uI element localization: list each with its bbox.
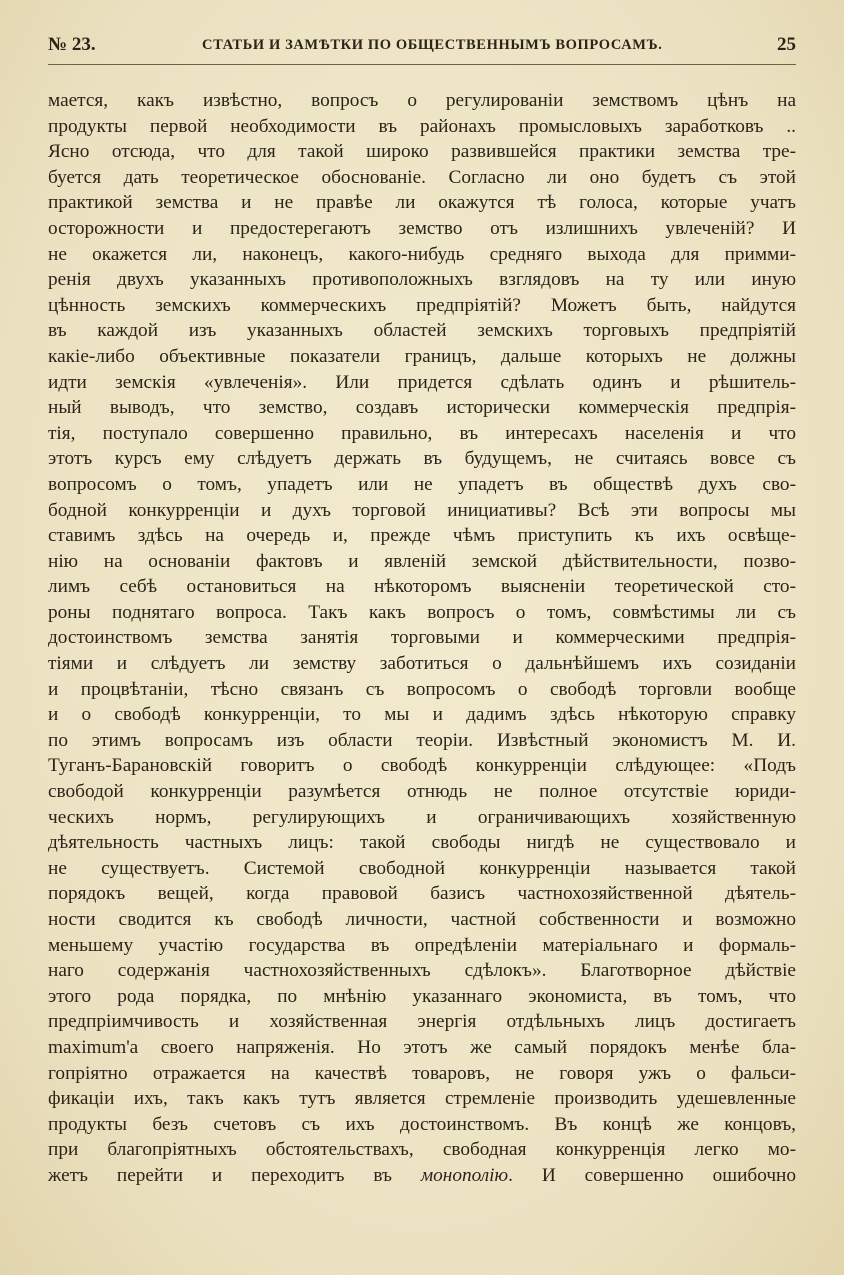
text-line: какіе-либо объективные показатели границъ, дальше которыхъ не должны bbox=[48, 345, 796, 367]
text-line: по этимъ вопросамъ изъ области теоріи. Извѣстный экономистъ М. И. bbox=[48, 729, 796, 751]
text-line: при благопріятныхъ обстоятельствахъ, свободная конкурренція легко мо- bbox=[48, 1139, 796, 1161]
text-line: ставимъ здѣсь на очередь и, прежде чѣмъ приступить къ ихъ освѣще- bbox=[48, 525, 796, 547]
text-line: гопріятно отражается на качествѣ товаровъ, не говоря ужъ о фальси- bbox=[48, 1062, 796, 1084]
text-line: свободой конкурренціи разумѣется отнюдь не полное отсутствіе юриди- bbox=[48, 781, 796, 803]
text-line-start: жетъ перейти и переходитъ въ bbox=[48, 1164, 421, 1186]
running-title: СТАТЬИ И ЗАМѢТКИ ПО ОБЩЕСТВЕННЫМЪ ВОПРОСАМЪ. bbox=[202, 37, 663, 53]
text-line: ный выводъ, что земство, создавъ исторически коммерческія предпрія- bbox=[48, 397, 796, 419]
text-line: меньшему участію государства въ опредѣленіи матеріальнаго и формаль- bbox=[48, 934, 796, 956]
text-line bbox=[48, 1163, 796, 1189]
text-line: цѣнность земскихъ коммерческихъ предпріятій? Можетъ быть, найдутся bbox=[48, 294, 796, 316]
text-line: дѣятельность частныхъ лицъ: такой свободы нигдѣ не существовало и bbox=[48, 832, 796, 854]
text-line: и о свободѣ конкурренціи, то мы и дадимъ здѣсь нѣкоторую справку bbox=[48, 704, 796, 726]
text-line: буется дать теоретическое обоснованіе. Согласно ли оно будетъ съ этой bbox=[48, 166, 796, 188]
text-line: наго содержанія частнохозяйственныхъ сдѣлокъ». Благотворное дѣйствіе bbox=[48, 960, 796, 982]
issue-number: № 23. bbox=[48, 34, 96, 55]
text-line: ренія двухъ указанныхъ противоположныхъ взглядовъ на ту или иную bbox=[48, 269, 796, 291]
text-line: практикой земства и не правѣе ли окажутся тѣ голоса, которые учатъ bbox=[48, 192, 796, 214]
text-line: тіями и слѣдуетъ ли земству заботиться о дальнѣйшемъ ихъ созиданіи bbox=[48, 653, 796, 675]
text-line: нію на основаніи фактовъ и явленій земской дѣйствительности, позво- bbox=[48, 550, 796, 572]
text-line: мается, какъ извѣстно, вопросъ о регулированіи земствомъ цѣнъ на bbox=[48, 90, 796, 111]
text-line-end: . И совершенно ошибочно bbox=[508, 1164, 796, 1186]
text-line: этого рода порядка, по мнѣнію указаннаго экономиста, въ томъ, что bbox=[48, 985, 796, 1007]
text-line: продукты безъ счетовъ съ ихъ достоинствомъ. Въ концѣ же концовъ, bbox=[48, 1113, 796, 1135]
text-line: бодной конкурренціи и духъ торговой инициативы? Всѣ эти вопросы мы bbox=[48, 499, 796, 521]
text-line: порядокъ вещей, когда правовой базисъ частнохозяйственной дѣятель- bbox=[48, 883, 796, 905]
text-line: Туганъ-Барановскій говоритъ о свободѣ конкурренціи слѣдующее: «Подъ bbox=[48, 755, 796, 777]
text-line: тія, поступало совершенно правильно, въ интересахъ населенія и что bbox=[48, 422, 796, 444]
text-line: этотъ курсъ ему слѣдуетъ держать въ будущемъ, не считаясь вовсе съ bbox=[48, 448, 796, 470]
text-line: не окажется ли, наконецъ, какого-нибудь средняго выхода для примми- bbox=[48, 243, 796, 265]
body-text bbox=[48, 88, 796, 1189]
header-rule bbox=[48, 64, 796, 65]
text-line: и процвѣтаніи, тѣсно связанъ съ вопросомъ о свободѣ торговли вообще bbox=[48, 678, 796, 700]
text-line: въ каждой изъ указанныхъ областей земскихъ торговыхъ предпріятій bbox=[48, 320, 796, 342]
text-line: лимъ себѣ остановиться на нѣкоторомъ выясненіи теоретической сто- bbox=[48, 576, 796, 598]
text-line: продукты первой необходимости въ районахъ промысловыхъ заработковъ .. bbox=[48, 115, 796, 137]
text-line: фикаціи ихъ, такъ какъ тутъ является стремленіе производить удешевленные bbox=[48, 1088, 796, 1110]
text-line: не существуетъ. Системой свободной конкурренціи называется такой bbox=[48, 857, 796, 879]
text-line: роны поднятаго вопроса. Такъ какъ вопросъ о томъ, совмѣстимы ли съ bbox=[48, 601, 796, 623]
text-line: ности сводится къ свободѣ личности, частной собственности и возможно bbox=[48, 909, 796, 930]
running-header bbox=[48, 34, 796, 60]
text-line: вопросомъ о томъ, упадетъ или не упадетъ въ обществѣ духъ сво- bbox=[48, 473, 796, 495]
text-line: maximum'а своего напряженія. Но этотъ же самый порядокъ менѣе бла- bbox=[48, 1036, 796, 1058]
text-line: предпріимчивость и хозяйственная энергія отдѣльныхъ лицъ достигаетъ bbox=[48, 1011, 796, 1033]
italic-word: монополію bbox=[420, 1164, 509, 1186]
text-line: осторожности и предостерегаютъ земство отъ излишнихъ увлеченій? И bbox=[48, 217, 796, 239]
text-line: идти земскія «увлеченія». Или придется сдѣлать одинъ и рѣшитель- bbox=[48, 371, 796, 393]
text-line: достоинствомъ земства занятія торговыми и коммерческими предпрія- bbox=[48, 627, 796, 649]
text-line: Ясно отсюда, что для такой широко развившейся практики земства тре- bbox=[48, 141, 796, 163]
text-line: ческихъ нормъ, регулирующихъ и ограничивающихъ хозяйственную bbox=[48, 806, 796, 828]
page-number: 25 bbox=[777, 34, 796, 55]
